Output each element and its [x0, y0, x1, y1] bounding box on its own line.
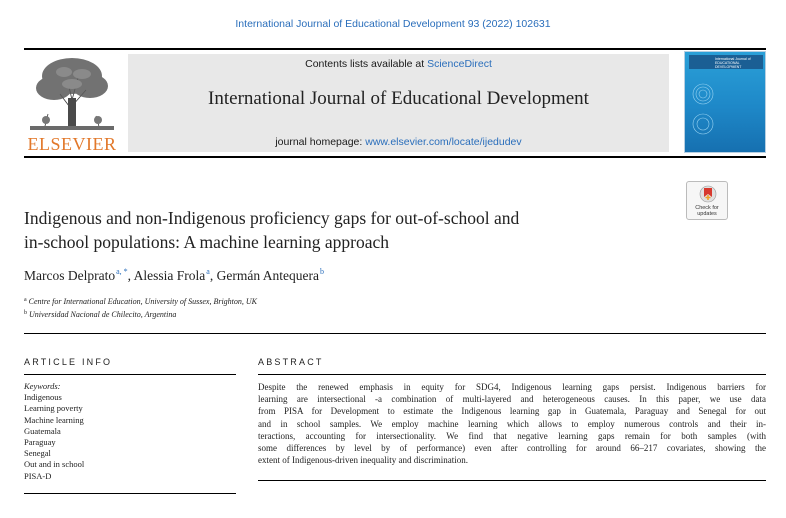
sciencedirect-link[interactable]: ScienceDirect — [427, 58, 492, 70]
abstract-body — [258, 381, 766, 466]
abstract-line: some differences by level by of performance) even after controlling for around 66–217 covariates, showing the — [258, 443, 766, 454]
front-matter-rule — [24, 333, 766, 334]
cover-title-text: International Journal of EDUCATIONAL DEVELOPMENT — [715, 57, 751, 69]
affiliation-text: Centre for International Education, University of Sussex, Brighton, UK — [28, 297, 258, 306]
check-for-updates-badge[interactable] — [686, 181, 728, 220]
header-top-rule — [24, 48, 766, 50]
abstract-end-rule — [258, 480, 766, 481]
abstract-line: teractions, accounting for intersectionality. We find that negative learning gaps remain for both samples (with — [258, 430, 766, 441]
elsevier-tree-icon — [24, 54, 120, 132]
journal-title: International Journal of Educational Development — [208, 88, 589, 109]
update-line-1: Check for — [695, 205, 719, 211]
keywords-list — [24, 381, 84, 482]
keyword-item: Out and in school — [24, 459, 85, 470]
keyword-item: Machine learning — [24, 414, 84, 425]
author-list — [24, 267, 324, 284]
paper-title — [24, 206, 644, 254]
header-bottom-rule — [24, 156, 766, 158]
journal-cover-thumbnail[interactable] — [684, 51, 766, 153]
update-line-2: updates — [697, 211, 717, 217]
paper-title-line-2: in-school populations: A machine learning approach — [24, 232, 389, 252]
keyword-item: Indigenous — [24, 392, 62, 403]
keyword-item: Guatemala — [24, 425, 61, 436]
abstract-rule — [258, 374, 766, 375]
elsevier-logo[interactable] — [24, 54, 120, 152]
affiliation-text: Universidad Nacional de Chilecito, Argentina — [29, 310, 177, 319]
contents-prefix: Contents lists available at — [305, 58, 428, 70]
article-info-end-rule — [24, 493, 236, 494]
affiliation-a — [24, 297, 257, 306]
journal-homepage-line — [128, 136, 669, 148]
check-for-updates-label — [687, 205, 727, 217]
affiliation-b — [24, 310, 176, 319]
abstract-line: extent of Indigenous-driven inequality and discrimination. — [258, 455, 468, 466]
author-affiliation-mark[interactable]: b — [319, 267, 324, 276]
abstract-line: from PISA for Development to estimate the Indigenous learning gap in Guatemala, Paraguay and Senegal for out — [258, 406, 766, 417]
author-name[interactable]: Alessia Frola — [133, 268, 206, 283]
keyword-item: Paraguay — [24, 437, 56, 448]
article-info-rule — [24, 374, 236, 375]
homepage-prefix: journal homepage: — [275, 136, 366, 148]
author-name[interactable]: Marcos Delprato — [24, 268, 116, 283]
keywords-label: Keywords: — [24, 381, 61, 391]
affiliation-mark: b — [24, 310, 27, 316]
keyword-item: Learning poverty — [24, 403, 83, 414]
abstract-line: learning are intersectional -a combination of multi-layered and heterogeneous causes. In this paper, we use data — [258, 394, 766, 405]
author-affiliation-mark[interactable]: a, * — [116, 267, 128, 276]
author-separator: , — [209, 268, 217, 283]
abstract-heading: ABSTRACT — [258, 357, 324, 367]
keyword-item: Senegal — [24, 448, 51, 459]
abstract-line: and in school samples. We employ machine learning which allows to employ numerous controls and their in- — [258, 418, 766, 429]
journal-reference[interactable]: International Journal of Educational Development 93 (2022) 102631 — [235, 18, 551, 30]
keyword-item: PISA-D — [24, 470, 52, 481]
affiliation-mark: a — [24, 297, 27, 303]
author-separator: , — [127, 268, 134, 283]
abstract-line: Despite the renewed emphasis in equity for SDG4, Indigenous learning gaps persist. Indigenous barriers for — [258, 382, 766, 392]
contents-line — [128, 58, 669, 70]
author-affiliation-mark[interactable]: a — [206, 267, 210, 276]
author-name[interactable]: Germán Antequera — [216, 268, 319, 283]
journal-header-box — [128, 54, 669, 152]
journal-homepage-link[interactable]: www.elsevier.com/locate/ijedudev — [365, 136, 522, 148]
elsevier-wordmark: ELSEVIER — [27, 134, 117, 154]
paper-title-line-1: Indigenous and non-Indigenous proficiency gaps for out-of-school and — [24, 208, 520, 228]
article-info-heading: ARTICLE INFO — [24, 357, 113, 367]
check-for-updates-icon — [699, 185, 717, 205]
cover-pattern-icon — [690, 74, 716, 150]
